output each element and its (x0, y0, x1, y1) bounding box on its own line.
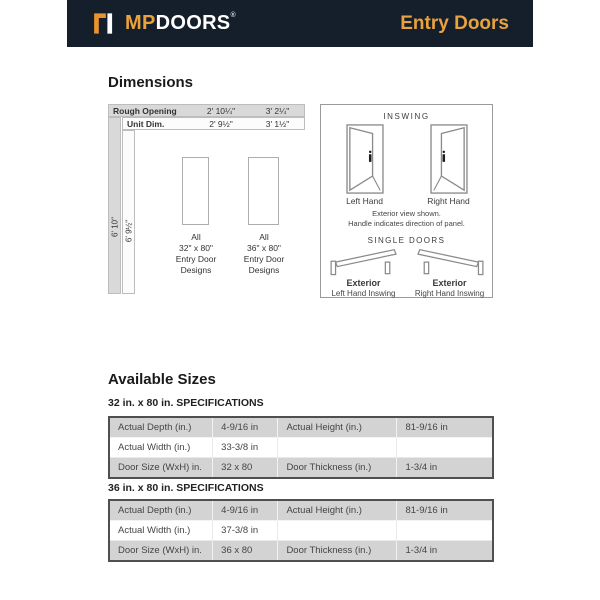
right-hand-label: Right Hand (427, 196, 470, 206)
spec-table-32 (108, 416, 494, 479)
single-doors-title: SINGLE DOORS (367, 236, 446, 245)
table-row (109, 500, 493, 521)
left-hand-inswing-door-icon (346, 124, 384, 194)
mpdoors-logo-icon (91, 11, 116, 36)
spec-cell: 36 x 80 (213, 541, 278, 562)
unit-dim-width-32: 2' 9½" (209, 118, 233, 129)
table-row (109, 417, 493, 438)
spec-cell: Actual Width (in.) (109, 521, 213, 541)
spec-cell: Actual Depth (in.) (109, 500, 213, 521)
right-hand-inswing-plan-icon (411, 247, 489, 279)
table-row (109, 521, 493, 541)
right-inswing-plan-column (410, 247, 490, 298)
right-hand-inswing-door-icon (430, 124, 468, 194)
brand-header (67, 0, 533, 47)
door-32-label-line: Entry Door (175, 254, 217, 264)
unit-dim-width-36: 3' 1½" (265, 118, 290, 129)
spec-cell: 81-9/16 in (397, 500, 493, 521)
rough-opening-bar (108, 104, 305, 117)
brand-doors-text: DOORS (155, 12, 231, 34)
door-32-label-line: Designs (180, 265, 212, 275)
spec-cell (278, 521, 397, 541)
handing-diagram-box (320, 104, 493, 298)
rough-opening-height-bar (108, 117, 121, 294)
spec-cell: 1-3/4 in (397, 458, 493, 479)
brand-wordmark (125, 12, 236, 35)
door-36-label (228, 232, 300, 276)
door-32-label-line: All (191, 232, 201, 242)
dimensions-heading: Dimensions (108, 74, 194, 91)
spec-cell: 4-9/16 in (213, 500, 278, 521)
spec-cell: 32 x 80 (213, 458, 278, 479)
handing-note (321, 209, 492, 229)
handing-note-line1: Exterior view shown. (372, 209, 441, 218)
inswing-title: INSWING (383, 112, 430, 121)
unit-dim-bar (122, 117, 305, 130)
exterior-label-right: Exterior (432, 278, 467, 288)
spec-cell: Door Thickness (in.) (278, 541, 397, 562)
spec-cell (397, 521, 493, 541)
rough-opening-height-label: 6' 10" (110, 216, 119, 237)
spec-cell: Actual Depth (in.) (109, 417, 213, 438)
door-36-label-line: 36" x 80" (247, 243, 281, 253)
right-hand-door-column (418, 124, 480, 206)
table-row (109, 458, 493, 479)
door-outline-32 (182, 157, 209, 225)
spec-36-title: 36 in. x 80 in. SPECIFICATIONS (108, 482, 264, 494)
single-doors-row (321, 247, 492, 298)
unit-dim-label: Unit Dim. (127, 118, 165, 129)
unit-dim-height-bar (122, 130, 135, 294)
door-36-label-line: All (259, 232, 269, 242)
brand-logo (91, 11, 236, 36)
exterior-label-left: Exterior (346, 278, 381, 288)
table-row (109, 541, 493, 562)
rough-opening-width-36: 3' 2¼" (265, 105, 290, 116)
spec-cell (397, 438, 493, 458)
unit-dim-height-label: 6' 9½" (124, 220, 133, 243)
door-36-label-line: Entry Door (243, 254, 285, 264)
spec-cell: 81-9/16 in (397, 417, 493, 438)
spec-cell: Actual Height (in.) (278, 500, 397, 521)
table-row (109, 438, 493, 458)
registered-mark: ® (230, 12, 236, 19)
spec-cell: 33-3/8 in (213, 438, 278, 458)
left-hand-door-column (334, 124, 396, 206)
dimension-diagram (103, 104, 308, 300)
left-hand-label: Left Hand (346, 196, 383, 206)
spec-32-title: 32 in. x 80 in. SPECIFICATIONS (108, 397, 264, 409)
spec-cell: 37-3/8 in (213, 521, 278, 541)
spec-cell: 4-9/16 in (213, 417, 278, 438)
inswing-doors-row (321, 124, 492, 206)
rough-opening-width-32: 2' 10¼" (206, 105, 236, 116)
available-sizes-heading: Available Sizes (108, 371, 216, 388)
spec-cell (278, 438, 397, 458)
spec-cell: Actual Height (in.) (278, 417, 397, 438)
spec-cell: Door Size (WxH) in. (109, 458, 213, 479)
left-inswing-plan-column (324, 247, 404, 298)
spec-cell: Door Thickness (in.) (278, 458, 397, 479)
left-inswing-label: Left Hand Inswing (331, 289, 396, 298)
spec-cell: Actual Width (in.) (109, 438, 213, 458)
page-title: Entry Doors (400, 12, 509, 34)
door-outline-36 (248, 157, 279, 225)
spec-table-36 (108, 499, 494, 562)
left-hand-inswing-plan-icon (325, 247, 403, 279)
door-32-label (160, 232, 232, 276)
door-32-label-line: 32" x 80" (179, 243, 213, 253)
spec-cell: 1-3/4 in (397, 541, 493, 562)
rough-opening-label: Rough Opening (113, 105, 177, 116)
brand-mp-text: MP (125, 12, 156, 34)
handing-note-line2: Handle indicates direction of panel. (348, 219, 465, 228)
door-36-label-line: Designs (248, 265, 280, 275)
spec-cell: Door Size (WxH) in. (109, 541, 213, 562)
right-inswing-label: Right Hand Inswing (414, 289, 485, 298)
